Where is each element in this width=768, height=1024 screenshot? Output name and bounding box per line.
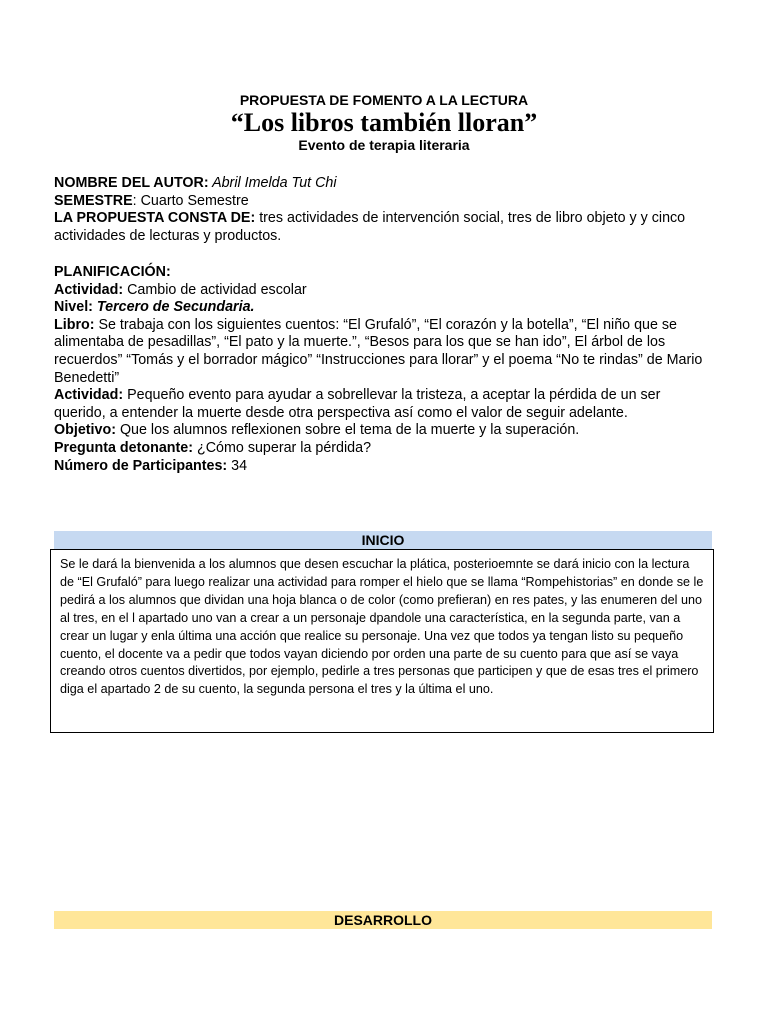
- trigger-question-label: Pregunta detonante:: [54, 439, 194, 456]
- activity-value: Cambio de actividad escolar: [123, 281, 307, 298]
- trigger-question-value: ¿Cómo superar la pérdida?: [193, 439, 372, 456]
- author-label: NOMBRE DEL AUTOR:: [54, 175, 209, 191]
- desarrollo-heading: DESARROLLO: [54, 911, 712, 929]
- activity-description-label: Actividad:: [54, 387, 124, 404]
- proposal-line: [54, 210, 704, 245]
- document-header: [0, 91, 768, 154]
- document-subtitle: Evento de terapia literaria: [298, 137, 470, 153]
- level-value: Tercero de Secundaria.: [92, 299, 255, 316]
- activity-description-value: Pequeño evento para ayudar a sobrellevar la tristeza, a aceptar la pérdida de un ser querido, a entender la muerte desde otra perspectiva así como el valor de seguir adelante.: [54, 387, 661, 421]
- semester-value: : Cuarto Semestre: [132, 192, 249, 209]
- inicio-heading: INICIO: [54, 531, 712, 549]
- book-value: Se trabaja con los siguientes cuentos: “El Grufaló”, “El corazón y la botella”, “El niño que se alimentaba de pesadillas”, “El pato y la muerte.”, “Besos para los que se han ido”, El árbol de los recuerdos” “Tomás y el borrador mágico” “Instrucciones para llorar” y el poema “No te rindas” de Mario Benedetti”: [54, 316, 703, 386]
- participants-line: [54, 458, 704, 476]
- activity-description-line: [54, 387, 704, 422]
- objective-value: Que los alumnos reflexionen sobre el tema de la muerte y la superación.: [115, 422, 580, 439]
- participants-label: Número de Participantes:: [54, 457, 228, 474]
- document-title: “Los libros también lloran”: [230, 108, 538, 137]
- objective-line: [54, 422, 704, 440]
- planning-section: [54, 264, 704, 475]
- activity-label: Actividad:: [54, 281, 124, 298]
- book-label: Libro:: [54, 316, 95, 333]
- proposal-kicker: PROPUESTA DE FOMENTO A LA LECTURA: [239, 92, 529, 108]
- activity-line: [54, 282, 704, 300]
- semester-line: [54, 193, 704, 211]
- author-line: [54, 175, 704, 193]
- level-line: [54, 299, 704, 317]
- semester-label: SEMESTRE: [54, 192, 133, 209]
- proposal-label: LA PROPUESTA CONSTA DE:: [54, 210, 256, 227]
- author-value: Abril Imelda Tut Chi: [208, 175, 337, 191]
- participants-value: 34: [227, 457, 248, 474]
- author-info: [54, 175, 704, 245]
- planning-heading: PLANIFICACIÓN:: [54, 264, 171, 280]
- trigger-question-line: [54, 440, 704, 458]
- inicio-text-box: Se le dará la bienvenida a los alumnos que desen escuchar la plática, posterioemnte se dará inicio con la lectura de “El Grufaló” para luego realizar una actividad para romper el hielo que se llama “Rompehistorias” en donde se le pedirá a los alumnos que dividan una hoja blanca o de color (como prefieran) en res pates, y las enumeren del uno al tres, en el l apartado uno van a crear a un personaje dpandole una característica, en la segunda parte, van a crear un lugar y enla última una acción que realice su personaje. Una vez que todos ya tengan listo su pequeño cuento, el docente va a pedir que todos vayan diciendo por orden una parte de su cuento para que así se vaya creando otros cuentos divertidos, por ejemplo, pedirle a tres personas que participen y que de esas tres el primero diga el apartado 2 de su cuento, la segunda persona el tres y la última el uno.: [50, 549, 714, 733]
- level-label: Nivel:: [54, 299, 93, 316]
- objective-label: Objetivo:: [54, 422, 116, 439]
- proposal-value: tres actividades de intervención social, tres de libro objeto y y cinco actividades de lecturas y productos.: [54, 210, 686, 244]
- book-line: [54, 317, 704, 387]
